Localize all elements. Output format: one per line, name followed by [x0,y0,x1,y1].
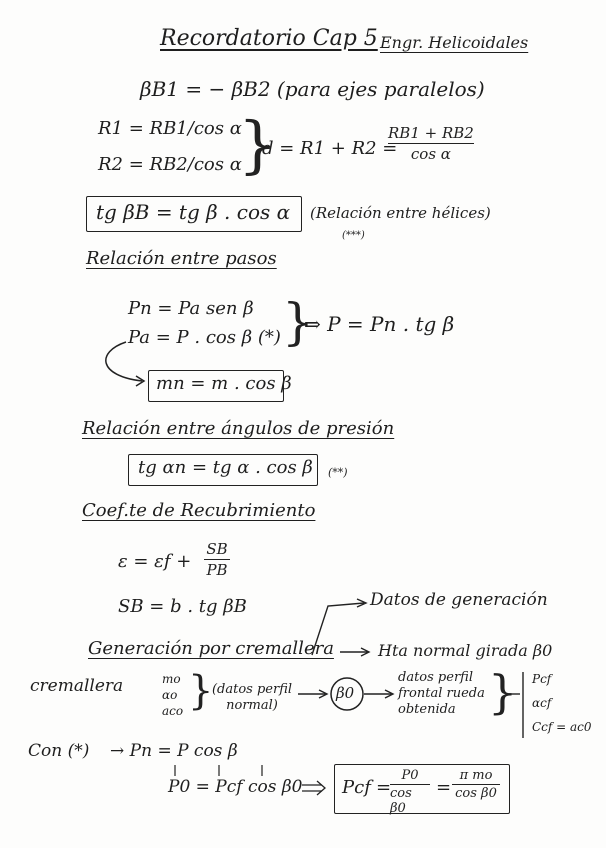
brace: } [488,665,518,719]
radius-2: R2 = RB2/cos α [98,154,242,175]
modulus-formula: mn = m . cos β [156,373,292,394]
rack-param: αo [162,688,178,702]
equals-sign: = [376,777,392,798]
output-value: Ccf = ac0 [532,720,592,734]
sb-formula: SB = b . tg βB [118,596,247,617]
fraction-numerator: RB1 + RB2 [388,124,474,142]
fraction-bar [388,143,474,144]
arrow-head [317,781,325,795]
topic-label: Engr. Helicoidales [380,33,529,52]
rack-rotated-label: Hta normal girada β0 [378,641,553,660]
normal-pitch: Pn = Pa sen β [128,298,254,319]
frontal-profile-data: datos perfil frontal rueda obtenida [398,670,485,717]
implies-arrow [302,785,322,791]
rack-param: mo [162,672,181,686]
section-heading: Coef.te de Recubrimiento [82,500,316,521]
epsilon-fraction [204,540,230,579]
radius-1: R1 = RB1/cos α [98,118,242,139]
result-fraction [452,768,500,801]
beta0-label: β0 [336,684,355,702]
helix-marker: (***) [342,230,365,241]
fraction-bar [390,784,430,785]
equals-sign: = [436,777,452,798]
pitch-normal-line: → Pn = P cos β [110,741,238,761]
fraction-bar [204,559,230,560]
pitch-result: ⇒ P = Pn . tg β [304,312,455,336]
section-heading: Generación por cremallera [88,638,334,659]
brace: } [238,108,278,181]
fraction-numerator: P0 [401,768,419,783]
distance-fraction [388,124,474,163]
brace: } [188,668,214,714]
section-heading: Relación entre pasos [86,248,277,269]
rack-param: aco [162,704,184,718]
angle-formula: tg αn = tg α . cos β [138,457,313,478]
with-star-label: Con (*) [28,741,90,761]
axial-pitch: Pa = P . cos β (*) [128,327,281,348]
beta-relation: βB1 = − βB2 (para ejes paralelos) [140,77,485,101]
helix-note: (Relación entre hélices) [310,204,491,222]
fraction-numerator: π mo [459,768,493,783]
generation-data-label: Datos de generación [370,590,548,610]
fraction-numerator: SB [206,540,228,558]
brace: } [282,293,314,351]
output-value: Pcf [532,672,552,686]
angle-marker: (**) [328,466,348,479]
fraction-denominator: PB [206,561,228,579]
output-value: αcf [532,696,552,710]
epsilon-formula: ε = εf + [118,551,192,572]
fraction-denominator: cos β0 [455,786,497,801]
fraction-bar [452,784,500,785]
rack-label: cremallera [30,676,124,696]
rack-data: (datos perfil normal) [211,682,293,713]
fraction-denominator: cos β0 [390,786,412,816]
fraction-denominator: cos α [410,145,451,163]
distance-formula: d = R1 + R2 = [262,138,398,159]
pitch-p0-line: P0 = Pcf cos β0 [168,777,303,797]
helix-formula: tg βB = tg β . cos α [96,200,291,224]
pcf-label: Pcf [342,777,371,798]
result-fraction [390,768,430,816]
section-heading: Relación entre ángulos de presión [82,418,395,439]
page-title: Recordatorio Cap 5 [160,26,378,51]
